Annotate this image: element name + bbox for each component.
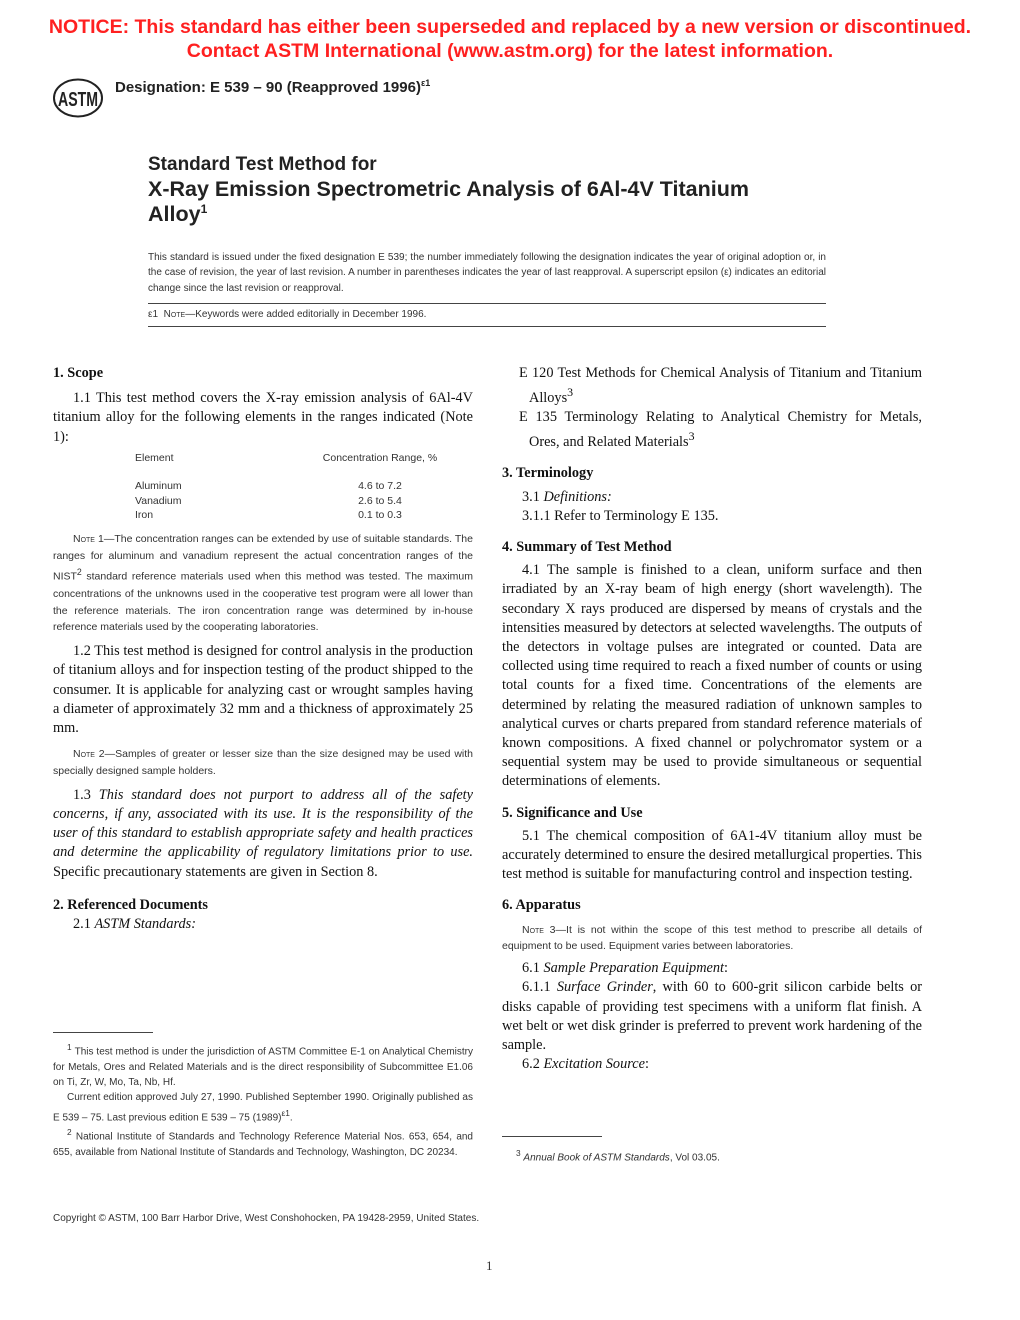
designation-text: Designation: E 539 – 90 (Reapproved 1996) [115,79,421,96]
editorial-mark: ε1 [148,309,159,320]
editorial-label: Note [163,309,186,320]
table-cell: Iron [135,509,154,522]
paragraph-number: 1.3 [73,786,99,803]
title-line-2: X-Ray Emission Spectrometric Analysis of 6Al-4V Titanium [148,177,749,201]
paragraph-6-2 [502,1055,922,1074]
paragraph-1-3-rest: Specific precautionary statements are given in Section 8. [53,863,378,880]
table-row [53,479,473,494]
section-heading-apparatus: 6. Apparatus [502,897,581,914]
note-1-text-b: standard reference materials used when this method was tested. The maximum concentrations of the unknowns used in the cooperative test program were all lower than the reference materials. The iron concentration range was determined by in-house reference materials used by the cooperating laboratories. [53,570,473,634]
table-cell: 4.6 to 7.2 [358,480,402,493]
footnote-1b-sup: ε1 [281,1107,290,1118]
footnote-1 [53,1040,473,1090]
table-header [53,451,473,466]
definitions-label: Definitions: [543,488,612,505]
issue-statement: This standard is issued under the fixed designation E 539; the number immediately following the designation indicates the year of original adoption or, in the case of revision, the year of last revision. A number in parentheses indicates the year of last reapproval. A superscript epsilon (ε) indicates an editorial change since the last revision or reapproval. [148,252,826,294]
footnote-2-text: National Institute of Standards and Technology Reference Material Nos. 653, 654, and 655, available from National Institute of Standards and Technology, Washington, DC 20234. [53,1131,473,1158]
footnote-mark: 3 [516,1148,521,1158]
reference-sup: 3 [567,385,574,400]
table-cell: Vanadium [135,494,182,507]
notice-line-2: Contact ASTM International (www.astm.org) for the latest information. [186,40,834,62]
paragraph-2-1 [53,915,473,934]
sample-prep-label: Sample Preparation Equipment [543,960,724,977]
footnote-mark: 1 [67,1042,72,1052]
left-column [53,364,473,934]
table-header-cell: Element [135,451,174,464]
reference-e135-text: E 135 Terminology Relating to Analytical Chemistry for Metals, Ores, and Related Materials [519,409,922,451]
reference-e120-text: E 120 Test Methods for Chemical Analysis of Titanium and Titanium Alloys [519,365,922,406]
annual-book-title: Annual Book of ASTM Standards [523,1152,670,1164]
note-label: Note 1 [73,532,104,545]
page-number: 1 [486,1258,493,1273]
footnote-rule [53,1032,153,1033]
paragraph-number: 3.1 [522,488,544,505]
notice-line-1: NOTICE: This standard has either been superseded and replaced by a new version or discontinued. [48,16,972,38]
note-2 [53,746,473,780]
paragraph-6-1-rest: : [724,960,728,977]
table-cell: 0.1 to 0.3 [358,509,402,522]
table-row [53,494,473,509]
copyright: Copyright © ASTM, 100 Barr Harbor Drive, West Conshohocken, PA 19428-2959, United States. [53,1213,480,1224]
table-header-cell: Concentration Range, % [322,451,438,464]
safety-statement: This standard does not purport to address all of the safety concerns, if any, associated with its use. It is the responsibility of the user of this standard to establish appropriate safety and health practices and determine the applicability of regulatory limitations prior to use. [53,786,473,861]
astm-logo-icon [52,78,104,118]
logo-text: ASTM [58,89,98,111]
section-heading-summary: 4. Summary of Test Method [502,538,672,555]
divider [148,303,826,304]
designation [115,78,430,96]
section-heading-terminology: 3. Terminology [502,465,594,482]
table-row [53,508,473,523]
note-1-sup: 2 [76,567,82,578]
title-line-3-text: Alloy [148,202,201,227]
element-table [53,451,473,523]
footnote-1b-end: . [289,1111,293,1123]
excitation-source-label: Excitation Source [543,1056,645,1073]
footnote-2 [53,1125,473,1160]
paragraph-6-1-1 [502,978,922,1055]
paragraph-number: 6.1.1 [522,979,557,996]
paragraph-3-1-1: 3.1.1 Refer to Terminology E 135. [522,507,719,524]
section-heading-scope: 1. Scope [53,365,104,381]
footnote-rule [502,1136,602,1137]
paragraph-3-1 [502,488,922,507]
paragraph-6-1 [502,959,922,978]
surface-grinder-label: Surface Grinder [556,979,653,996]
paragraph-1-2: 1.2 This test method is designed for control analysis in the production of titanium alloys and for inspection testing of the product shipped to the consumer. It is applicable for analyzing cast or wrought samples having a diameter of approximately 32 mm and a thickness of approximately 25 mm. [53,643,473,736]
paragraph-number: 2.1 [73,915,95,932]
designation-sup: ε1 [420,78,431,88]
footnote-1b-text: Current edition approved July 27, 1990. Published September 1990. Originally published as E 539 – 75. Last previous edition E 539 – 75 (1989) [53,1092,473,1123]
note-3 [502,922,922,956]
table-cell: Aluminum [135,480,182,493]
paragraph-number: 6.2 [522,1056,544,1073]
paragraph-number: 6.1 [522,960,544,977]
footnote-1-text: This test method is under the jurisdiction of ASTM Committee E-1 on Analytical Chemistry for Metals, Ores and Related Materials and is the direct responsibility of Subcommittee E1.06 on Ti, Zr, W, Mo, Ta, Nb, Hf. [53,1046,473,1088]
reference-sup: 3 [688,429,695,444]
paragraph-6-2-rest: : [644,1056,649,1073]
note-2-text: —Samples of greater or lesser size than the size designed may be used with specially designed sample holders. [53,748,473,777]
paragraph-5-1: 5.1 The chemical composition of 6A1-4V titanium alloy must be accurately determined to ensure the desired metallurgical properties. This test method is suitable for manufacturing control and inspection testing. [502,827,922,883]
footnote-mark: 2 [67,1127,72,1138]
paragraph-1-3 [53,786,473,882]
paragraph-6-1-1-rest: , with 60 to 600-grit silicon carbide belts or disks capable of providing test specimens with a uniform flat finish. A wet belt or wet disk grinder is preferred to prevent work hardening of the sample. [502,979,922,1054]
note-label: Note 2 [73,748,105,761]
editorial-note [148,309,426,320]
footnote-1b [53,1090,473,1125]
title-footnote-mark: 1 [200,202,208,216]
right-footnotes [502,1146,922,1166]
reference-e135 [502,408,922,452]
reference-e120 [502,364,922,408]
note-3-text: —It is not within the scope of this test method to prescribe all details of equipment to be used. Equipment varies between laboratories. [502,923,922,953]
left-footnotes [53,1040,473,1160]
astm-standards-label: ASTM Standards: [94,915,196,932]
footnote-3-rest: , Vol 03.05. [669,1152,720,1164]
title-line-3 [148,202,207,227]
section-heading-refdocs: 2. Referenced Documents [53,896,208,913]
paragraph-1-1: 1.1 This test method covers the X-ray emission analysis of 6Al-4V titanium alloy for the following elements in the ranges indicated (Note 1): [53,390,473,445]
editorial-text: —Keywords were added editorially in December 1996. [185,309,427,320]
note-label: Note 3 [522,923,556,936]
note-1 [53,531,473,636]
footnote-3 [502,1146,922,1166]
section-heading-significance: 5. Significance and Use [502,804,643,821]
table-cell: 2.6 to 5.4 [358,494,402,507]
title-line-1: Standard Test Method for [148,154,377,175]
note-1-text-a: —The concentration ranges can be extended by use of suitable standards. The ranges for aluminum and vanadium represent the actual concentration ranges of the NIST [53,532,473,583]
divider [148,326,826,327]
paragraph-4-1: 4.1 The sample is finished to a clean, uniform surface and then irradiated by an X-ray beam of high energy (short wavelength). The secondary X rays produced are dispersed by means of crystals and the intensities measured by detectors at selected wavelengths. The outputs of the detectors in voltage pulses are integrated or counted. Data are collected using time required to reach a fixed number of counts or using total counts for a fixed time. Concentrations of the elements are determined by relating the measured radiation of unknown samples to analytical curves or charts prepared from standard reference materials of known compositions. A fixed channel or polychromator system or a sequential system may be used to provide simultaneous or sequential determinations of elements. [502,562,922,790]
right-column [502,364,922,1074]
